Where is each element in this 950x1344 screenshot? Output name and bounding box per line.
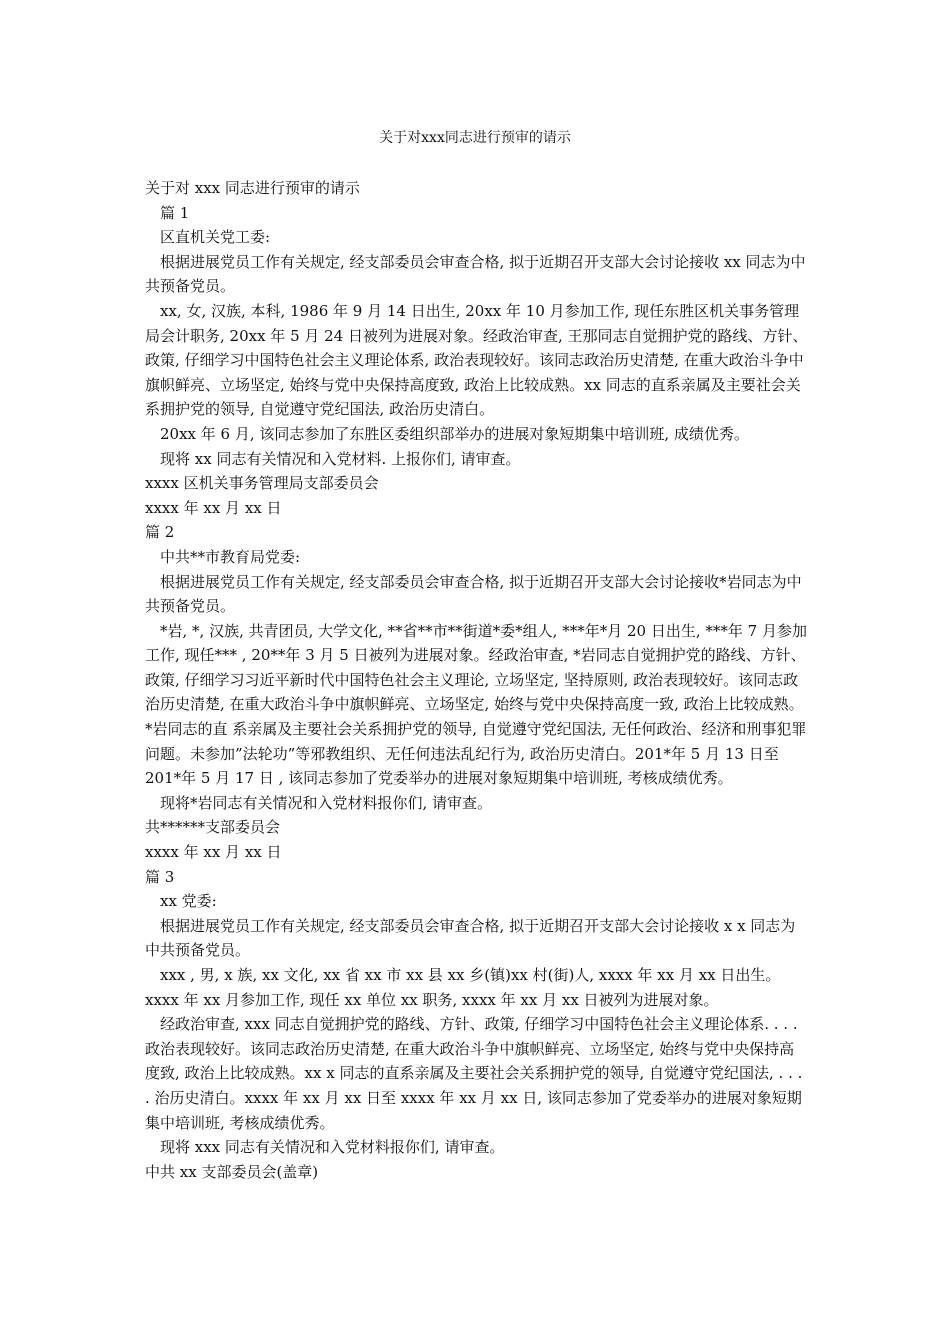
section-3-signature: 中共 xx 支部委员会(盖章) bbox=[145, 1162, 319, 1181]
section-1-paragraph: 根据进展党员工作有关规定, 经支部委员会审查合格, 拟于近期召开支部大会讨论接收 xx 同志为中共预备党员。 bbox=[145, 252, 806, 296]
section-2-signature: 共******支部委员会 bbox=[145, 818, 281, 837]
section-2-paragraph: *岩, *, 汉族, 共青团员, 大学文化, **省**市**街道*委*组人, ***年*月 20 日出生, ***年 7 月参加工作, 现任*** , 20**年 3 月 5 日被列为进展对象。经政治审查, *岩同志自觉拥护党的路线、方针、政策, 仔细学习习近平新时代中国特色社会主义理论, 立场坚定, 坚持原则, 政治表现较好。该同志政治历史清楚, 在重大政治斗争中旗帜鲜亮、立场坚定, 始终与党中央保持高度一致, 政治上比较成熟。*岩同志的直 系亲属及主要社会关系拥护党的领导, 自觉遵守党纪国法, 无任何政治、经济和刑事犯罪问题。未参加”法轮功”等邪教组织、无任何违法乱纪行为, 政治历史清白。201*年 5 月 13 日至 201*年 5 月 17 日 , 该同志参加了党委举办的进展对象短期集中培训班, 考核成绩优秀。 bbox=[145, 621, 807, 788]
section-2-paragraph: 现将*岩同志有关情况和入党材料报你们, 请审查。 bbox=[160, 793, 493, 812]
section-1-paragraph: 现将 xx 同志有关情况和入党材料. 上报你们, 请审查。 bbox=[160, 449, 521, 468]
section-2-recipient: 中共**市教育局党委: bbox=[160, 547, 301, 566]
section-1-paragraph: 20xx 年 6 月, 该同志参加了东胜区委组织部举办的进展对象短期集中培训班, 成绩优秀。 bbox=[160, 424, 749, 443]
section-2-heading: 篇 2 bbox=[145, 523, 175, 542]
section-3-heading: 篇 3 bbox=[145, 867, 175, 886]
section-3-paragraph: 现将 xxx 同志有关情况和入党材料报你们, 请审查。 bbox=[160, 1138, 505, 1157]
section-3-paragraph: 根据进展党员工作有关规定, 经支部委员会审查合格, 拟于近期召开支部大会讨论接收 x x 同志为中共预备党员。 bbox=[145, 916, 796, 960]
section-1-date: xxxx 年 xx 月 xx 日 bbox=[145, 498, 282, 517]
page-title: 关于对xxx同志进行预审的请示 bbox=[379, 130, 571, 146]
document-body bbox=[145, 176, 809, 1184]
subtitle: 关于对 xxx 同志进行预审的请示 bbox=[145, 179, 360, 197]
section-2-paragraph: 根据进展党员工作有关规定, 经支部委员会审查合格, 拟于近期召开支部大会讨论接收*岩同志为中共预备党员。 bbox=[145, 572, 802, 616]
section-2-date: xxxx 年 xx 月 xx 日 bbox=[145, 843, 282, 862]
section-1-paragraph: xx, 女, 汉族, 本科, 1986 年 9 月 14 日出生, 20xx 年 10 月参加工作, 现任东胜区机关事务管理局会计职务, 20xx 年 5 月 24 日被列为进展对象。经政治审查, 王那同志自觉拥护党的路线、方针、政策, 仔细学习中国特色社会主义理论体系, 政治表现较好。该同志政治历史清楚, 在重大政治斗争中旗帜鲜亮、立场坚定, 始终与党中央保持高度致, 政治上比较成熟。xx 同志的直系亲属及主要社会关系拥护党的领导, 自觉遵守党纪国法, 政治历史清白。 bbox=[145, 301, 808, 419]
section-3-paragraph: xxx , 男, x 族, xx 文化, xx 省 xx 市 xx 县 xx 乡(镇)xx 村(街)人, xxxx 年 xx 月 xx 日出生。xxxx 年 xx 月参加工作, 现任 xx 单位 xx 职务, xxxx 年 xx 月 xx 日被列为进展对象。 bbox=[145, 966, 781, 1009]
section-1-signature: xxxx 区机关事务管理局支部委员会 bbox=[145, 474, 379, 493]
section-3-paragraph: 经政治审查, xxx 同志自觉拥护党的路线、方针、政策, 仔细学习中国特色社会主义理论体系. . . . 政治表现较好。该同志政治历史清楚, 在重大政治斗争中旗帜鲜亮、立场坚定, 始终与党中央保持高度致, 政治上比较成熟。xx x 同志的直系亲属及主要社会关系拥护党的领导, 自觉遵守党纪国法, . . . . 治历史清白。xxxx 年 xx 月 xx 日至 xxxx 年 xx 月 xx 日, 该同志参加了党委举办的进展对象短期集中培训班, 考核成绩优秀。 bbox=[145, 1015, 803, 1132]
section-1-heading: 篇 1 bbox=[160, 203, 190, 222]
section-3-recipient: xx 党委: bbox=[160, 892, 217, 911]
section-1-recipient: 区直机关党工委: bbox=[160, 228, 271, 247]
